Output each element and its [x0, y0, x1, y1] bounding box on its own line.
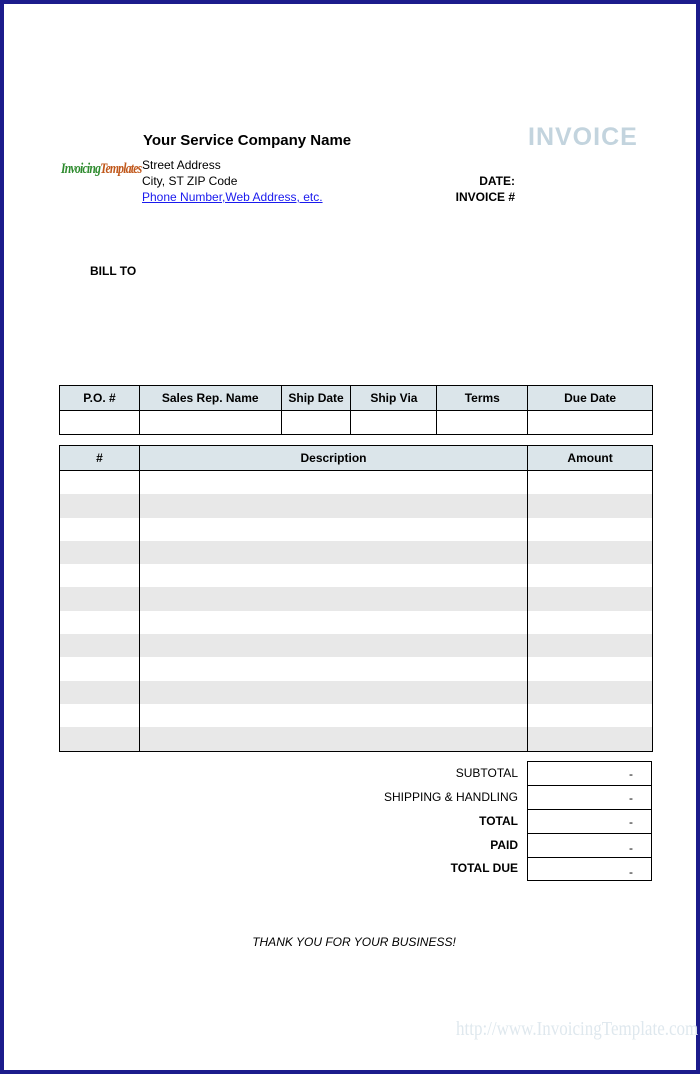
- terms-header: Terms: [437, 386, 528, 411]
- table-row: [60, 518, 653, 541]
- due-date-header: Due Date: [528, 386, 653, 411]
- item-number-cell[interactable]: [60, 727, 140, 751]
- order-info-table: [59, 385, 653, 435]
- invoice-number-label: INVOICE #: [455, 190, 515, 204]
- sales-rep-header: Sales Rep. Name: [139, 386, 281, 411]
- table-row: [60, 471, 653, 495]
- item-number-cell[interactable]: [60, 611, 140, 634]
- due-date-cell[interactable]: [528, 411, 653, 435]
- amount-cell[interactable]: [528, 564, 653, 587]
- paid-label: PAID: [490, 838, 518, 852]
- table-row: [60, 587, 653, 610]
- amount-cell[interactable]: [528, 681, 653, 704]
- ship-via-header: Ship Via: [351, 386, 437, 411]
- company-logo: [61, 152, 141, 186]
- description-cell[interactable]: [139, 541, 527, 564]
- table-row: [60, 634, 653, 657]
- amount-cell[interactable]: [528, 611, 653, 634]
- description-cell[interactable]: [139, 518, 527, 541]
- street-address: Street Address: [142, 158, 221, 172]
- logo-text-part2: Templates: [100, 161, 142, 177]
- ship-date-cell[interactable]: [281, 411, 351, 435]
- total-due-value[interactable]: -: [527, 857, 652, 881]
- description-cell[interactable]: [139, 471, 527, 495]
- invoice-title: INVOICE: [528, 123, 638, 151]
- city-line: City, ST ZIP Code: [142, 174, 238, 188]
- item-number-cell[interactable]: [60, 541, 140, 564]
- table-row: [60, 611, 653, 634]
- item-number-cell[interactable]: [60, 564, 140, 587]
- contact-link[interactable]: Phone Number,Web Address, etc.: [142, 190, 323, 204]
- table-row: [60, 704, 653, 727]
- description-cell[interactable]: [139, 564, 527, 587]
- amount-cell[interactable]: [528, 704, 653, 727]
- table-row: [60, 681, 653, 704]
- line-items-body: [60, 471, 653, 752]
- item-number-cell[interactable]: [60, 634, 140, 657]
- description-cell[interactable]: [139, 681, 527, 704]
- item-number-header: #: [60, 446, 140, 471]
- bill-to-label: BILL TO: [90, 264, 137, 278]
- item-number-cell[interactable]: [60, 681, 140, 704]
- table-row: [60, 727, 653, 751]
- item-number-cell[interactable]: [60, 494, 140, 517]
- watermark-url: http://www.InvoicingTemplate.com: [456, 1018, 699, 1040]
- po-number-cell[interactable]: [60, 411, 140, 435]
- amount-cell[interactable]: [528, 587, 653, 610]
- logo-wordmark: [61, 152, 141, 186]
- subtotal-label: SUBTOTAL: [455, 766, 518, 780]
- amount-cell[interactable]: [528, 657, 653, 680]
- item-number-cell[interactable]: [60, 657, 140, 680]
- table-row: [60, 564, 653, 587]
- logo-text-part1: Invoicing: [61, 161, 101, 177]
- po-number-header: P.O. #: [60, 386, 140, 411]
- table-row: [60, 541, 653, 564]
- terms-cell[interactable]: [437, 411, 528, 435]
- amount-cell[interactable]: [528, 518, 653, 541]
- item-number-cell[interactable]: [60, 587, 140, 610]
- amount-cell[interactable]: [528, 541, 653, 564]
- description-cell[interactable]: [139, 727, 527, 751]
- subtotal-value[interactable]: -: [527, 761, 652, 786]
- total-value[interactable]: -: [527, 809, 652, 834]
- thank-you-note: THANK YOU FOR YOUR BUSINESS!: [252, 935, 456, 949]
- ship-via-cell[interactable]: [351, 411, 437, 435]
- company-name: Your Service Company Name: [143, 132, 352, 149]
- item-number-cell[interactable]: [60, 518, 140, 541]
- total-due-label: TOTAL DUE: [450, 861, 518, 875]
- date-label: DATE:: [479, 174, 515, 188]
- description-cell[interactable]: [139, 611, 527, 634]
- table-row: [60, 657, 653, 680]
- description-cell[interactable]: [139, 634, 527, 657]
- amount-cell[interactable]: [528, 494, 653, 517]
- ship-date-header: Ship Date: [281, 386, 351, 411]
- amount-cell[interactable]: [528, 727, 653, 751]
- description-cell[interactable]: [139, 704, 527, 727]
- description-cell[interactable]: [139, 494, 527, 517]
- order-info-row: [60, 411, 653, 435]
- line-items-table: [59, 445, 653, 752]
- amount-cell[interactable]: [528, 471, 653, 495]
- description-cell[interactable]: [139, 587, 527, 610]
- sales-rep-cell[interactable]: [139, 411, 281, 435]
- shipping-value[interactable]: -: [527, 785, 652, 810]
- item-number-cell[interactable]: [60, 471, 140, 495]
- amount-cell[interactable]: [528, 634, 653, 657]
- total-label: TOTAL: [479, 814, 518, 828]
- item-number-cell[interactable]: [60, 704, 140, 727]
- amount-header: Amount: [528, 446, 653, 471]
- description-cell[interactable]: [139, 657, 527, 680]
- paid-value[interactable]: -: [527, 833, 652, 858]
- table-row: [60, 494, 653, 517]
- description-header: Description: [139, 446, 527, 471]
- shipping-label: SHIPPING & HANDLING: [383, 790, 518, 804]
